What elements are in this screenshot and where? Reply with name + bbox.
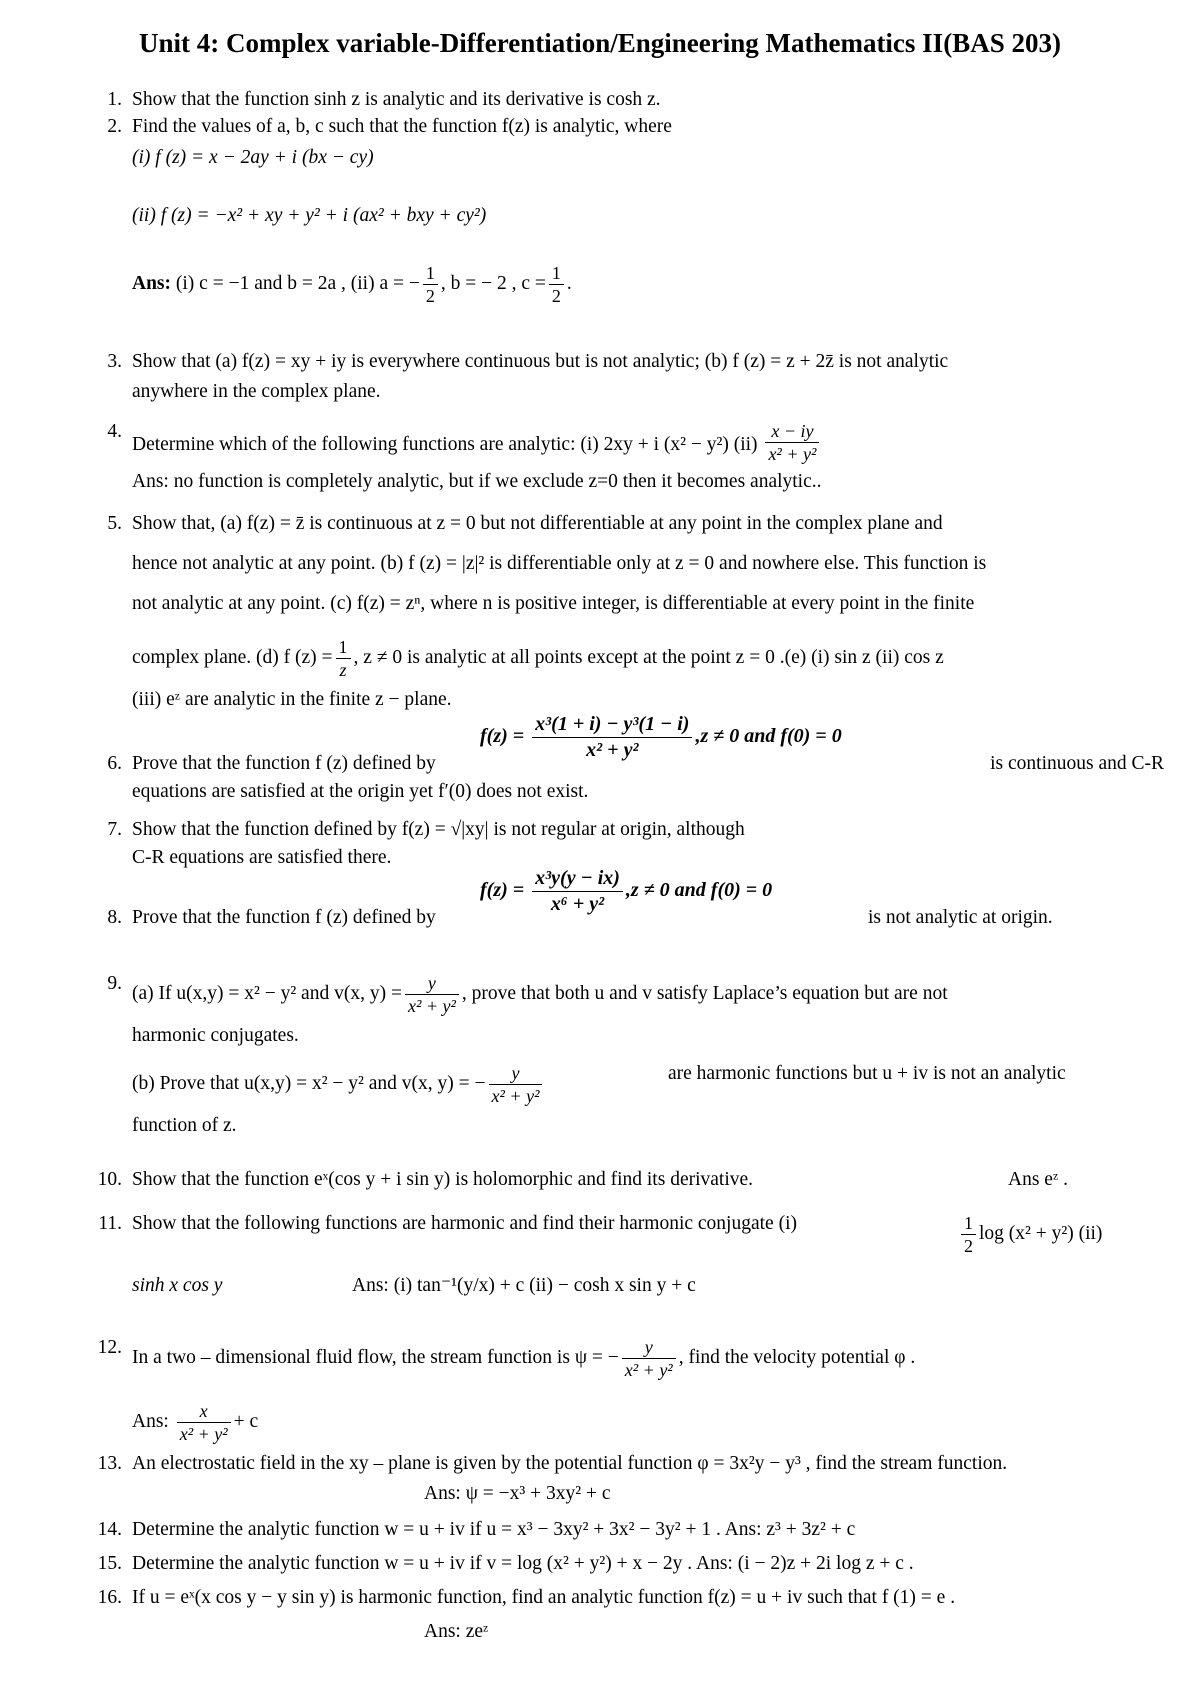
question-text: An electrostatic field in the xy – plane is given by the potential function φ = 3x²y − y³ , find the stream function. <box>132 1453 1008 1474</box>
answer-part-ii-b: , b = − 2 , c = <box>440 272 546 294</box>
numerator: y <box>511 1063 520 1083</box>
question-text-a: (b) Prove that u(x,y) = x² − y² and v(x, y) = − <box>132 1072 486 1094</box>
answer-tail: + c <box>233 1410 259 1432</box>
numerator: 1 <box>964 1213 973 1233</box>
denominator: z <box>336 658 351 681</box>
denominator: 2 <box>961 1234 976 1257</box>
question-text-tail: log (x² + y²) (ii) <box>979 1222 1103 1244</box>
numerator: y <box>644 1337 653 1357</box>
question-text: Determine the analytic function w = u + iv if v = log (x² + y²) + x − 2y . Ans: (i − 2)z + 2i log z + c . <box>132 1553 914 1574</box>
question-text: Show that the following functions are harmonic and find their harmonic conjugate (i) <box>132 1213 797 1234</box>
question-text: function of z. <box>132 1115 237 1136</box>
question-number: 15. <box>97 1553 122 1574</box>
denominator: x² + y² <box>405 994 459 1017</box>
question-text: Find the values of a, b, c such that the function f(z) is analytic, where <box>132 116 672 137</box>
formula-condition: ,z ≠ 0 and f(0) = 0 <box>695 725 842 748</box>
question-text: sinh x cos y <box>132 1275 223 1296</box>
question-text-a: (a) If u(x,y) = x² − y² and v(x, y) = <box>132 982 402 1004</box>
numerator: 1 <box>551 263 561 283</box>
question-number: 11. <box>98 1213 122 1234</box>
question-text <box>132 1062 545 1107</box>
numerator: 1 <box>338 637 348 657</box>
question-text: Show that, (a) f(z) = z̄ is continuous at z = 0 but not differentiable at any point in the complex plane and <box>132 513 943 534</box>
question-number: 7. <box>107 819 122 840</box>
question-text: Prove that the function f (z) defined by <box>132 907 436 928</box>
numerator: x <box>199 1401 208 1421</box>
question-text-b: , z ≠ 0 is analytic at all points except at the point z = 0 .(e) (i) sin z (ii) cos z <box>353 646 944 668</box>
question-text <box>132 972 948 1017</box>
answer <box>132 262 572 307</box>
numerator: x³(1 + i) − y³(1 − i) <box>535 713 690 735</box>
question-text: (iii) eᶻ are analytic in the finite z − plane. <box>132 689 452 710</box>
page-title: Unit 4: Complex variable-Differentiation/Engineering Mathematics II(BAS 203) <box>139 28 1061 58</box>
question-text: harmonic conjugates. <box>132 1025 299 1046</box>
question-6-formula <box>480 712 842 763</box>
numerator: 1 <box>425 263 435 283</box>
question-number: 1. <box>107 89 122 110</box>
question-number: 16. <box>97 1587 122 1608</box>
question-text <box>132 1336 915 1381</box>
question-number: 6. <box>107 753 122 774</box>
denominator: x² + y² <box>177 1422 231 1445</box>
answer-end: . <box>566 272 572 294</box>
answer: Ans: zeᶻ <box>424 1621 489 1642</box>
question-text-a: In a two – dimensional fluid flow, the stream function is ψ = − <box>132 1346 619 1368</box>
answer <box>132 1400 258 1445</box>
question-text-b: , find the velocity potential φ . <box>678 1346 916 1368</box>
question-text-b <box>958 1212 1102 1257</box>
fraction <box>489 1062 543 1107</box>
question-text: Show that the function defined by f(z) = √|xy| is not regular at origin, although <box>132 819 745 840</box>
fraction <box>532 712 692 763</box>
answer: Ans: no function is completely analytic, but if we exclude z=0 then it becomes analytic.. <box>132 471 822 492</box>
answer-part-ii: (ii) a = − <box>350 272 420 294</box>
question-text: Show that the function sinh z is analytic and its derivative is cosh z. <box>132 89 661 110</box>
question-8-formula <box>480 866 772 917</box>
denominator: 2 <box>549 284 564 307</box>
fraction <box>336 636 351 681</box>
question-text: equations are satisfied at the origin yet f′(0) does not exist. <box>132 781 589 802</box>
fraction <box>961 1212 976 1257</box>
answer: Ans: (i) tan⁻¹(y/x) + c (ii) − cosh x sin y + c <box>352 1275 696 1296</box>
question-text-right: is not analytic at origin. <box>868 907 1053 928</box>
question-number: 13. <box>97 1453 122 1474</box>
formula-lhs: f(z) = <box>480 879 525 902</box>
answer-label: Ans: <box>132 272 172 294</box>
fraction <box>423 262 438 307</box>
answer: Ans eᶻ . <box>1008 1169 1069 1190</box>
numerator: y <box>427 973 436 993</box>
fraction <box>532 866 623 917</box>
numerator: x³y(y − ix) <box>535 867 620 889</box>
fraction <box>405 972 459 1017</box>
formula: (i) f (z) = x − 2ay + i (bx − cy) <box>132 147 374 168</box>
fraction <box>622 1336 676 1381</box>
denominator: x² + y² <box>622 1358 676 1381</box>
question-text: C-R equations are satisfied there. <box>132 847 392 868</box>
question-text-right: is continuous and C-R <box>990 753 1164 774</box>
denominator: x⁶ + y² <box>532 891 623 917</box>
question-number: 3. <box>107 351 122 372</box>
formula: (ii) f (z) = −x² + xy + y² + i (ax² + bxy + cy²) <box>132 205 487 226</box>
numerator: x − iy <box>771 421 814 441</box>
denominator: 2 <box>423 284 438 307</box>
question-text-main: Determine which of the following functions are analytic: (i) 2xy + i (x² − y²) (ii) <box>132 434 758 455</box>
question-text <box>132 636 944 681</box>
formula-lhs: f(z) = <box>480 725 525 748</box>
denominator: x² + y² <box>489 1084 543 1107</box>
question-text: anywhere in the complex plane. <box>132 381 381 402</box>
question-number: 2. <box>107 116 122 137</box>
question-text: Show that the function eˣ(cos y + i sin y) is holomorphic and find its derivative. <box>132 1169 754 1190</box>
question-text: not analytic at any point. (c) f(z) = zⁿ, where n is positive integer, is differentiable at every point in the finite <box>132 593 975 614</box>
formula-condition: ,z ≠ 0 and f(0) = 0 <box>625 879 773 902</box>
question-text-a: complex plane. (d) f (z) = <box>132 646 333 668</box>
question-text: Prove that the function f (z) defined by <box>132 753 436 774</box>
question-text-b: are harmonic functions but u + iv is not an analytic <box>668 1063 1066 1084</box>
question-number: 9. <box>107 973 122 994</box>
fraction <box>765 420 819 465</box>
answer-label: Ans: <box>132 1410 169 1432</box>
question-text <box>132 420 822 465</box>
fraction <box>177 1400 231 1445</box>
question-text: Determine the analytic function w = u + iv if u = x³ − 3xy² + 3x² − 3y² + 1 . Ans: z³ + 3z² + c <box>132 1519 856 1540</box>
question-number: 10. <box>97 1169 122 1190</box>
denominator: x² + y² <box>532 737 692 763</box>
question-number: 5. <box>107 513 122 534</box>
question-text-b: , prove that both u and v satisfy Laplace’s equation but are not <box>461 982 948 1004</box>
question-number: 4. <box>107 421 122 442</box>
denominator: x² + y² <box>765 442 819 465</box>
fraction <box>549 262 564 307</box>
question-text: hence not analytic at any point. (b) f (z) = |z|² is differentiable only at z = 0 and nowhere else. This function is <box>132 553 987 574</box>
question-number: 8. <box>107 907 122 928</box>
answer-part-i: (i) c = −1 and b = 2a , <box>175 272 346 294</box>
question-number: 14. <box>97 1519 122 1540</box>
answer: Ans: ψ = −x³ + 3xy² + c <box>424 1483 611 1504</box>
question-text: Show that (a) f(z) = xy + iy is everywhere continuous but is not analytic; (b) f (z) = z + 2z̄ is not analytic <box>132 351 949 372</box>
question-number: 12. <box>97 1337 122 1358</box>
question-text: If u = eˣ(x cos y − y sin y) is harmonic function, find an analytic function f(z) = u + iv such that f (1) = e . <box>132 1587 956 1608</box>
